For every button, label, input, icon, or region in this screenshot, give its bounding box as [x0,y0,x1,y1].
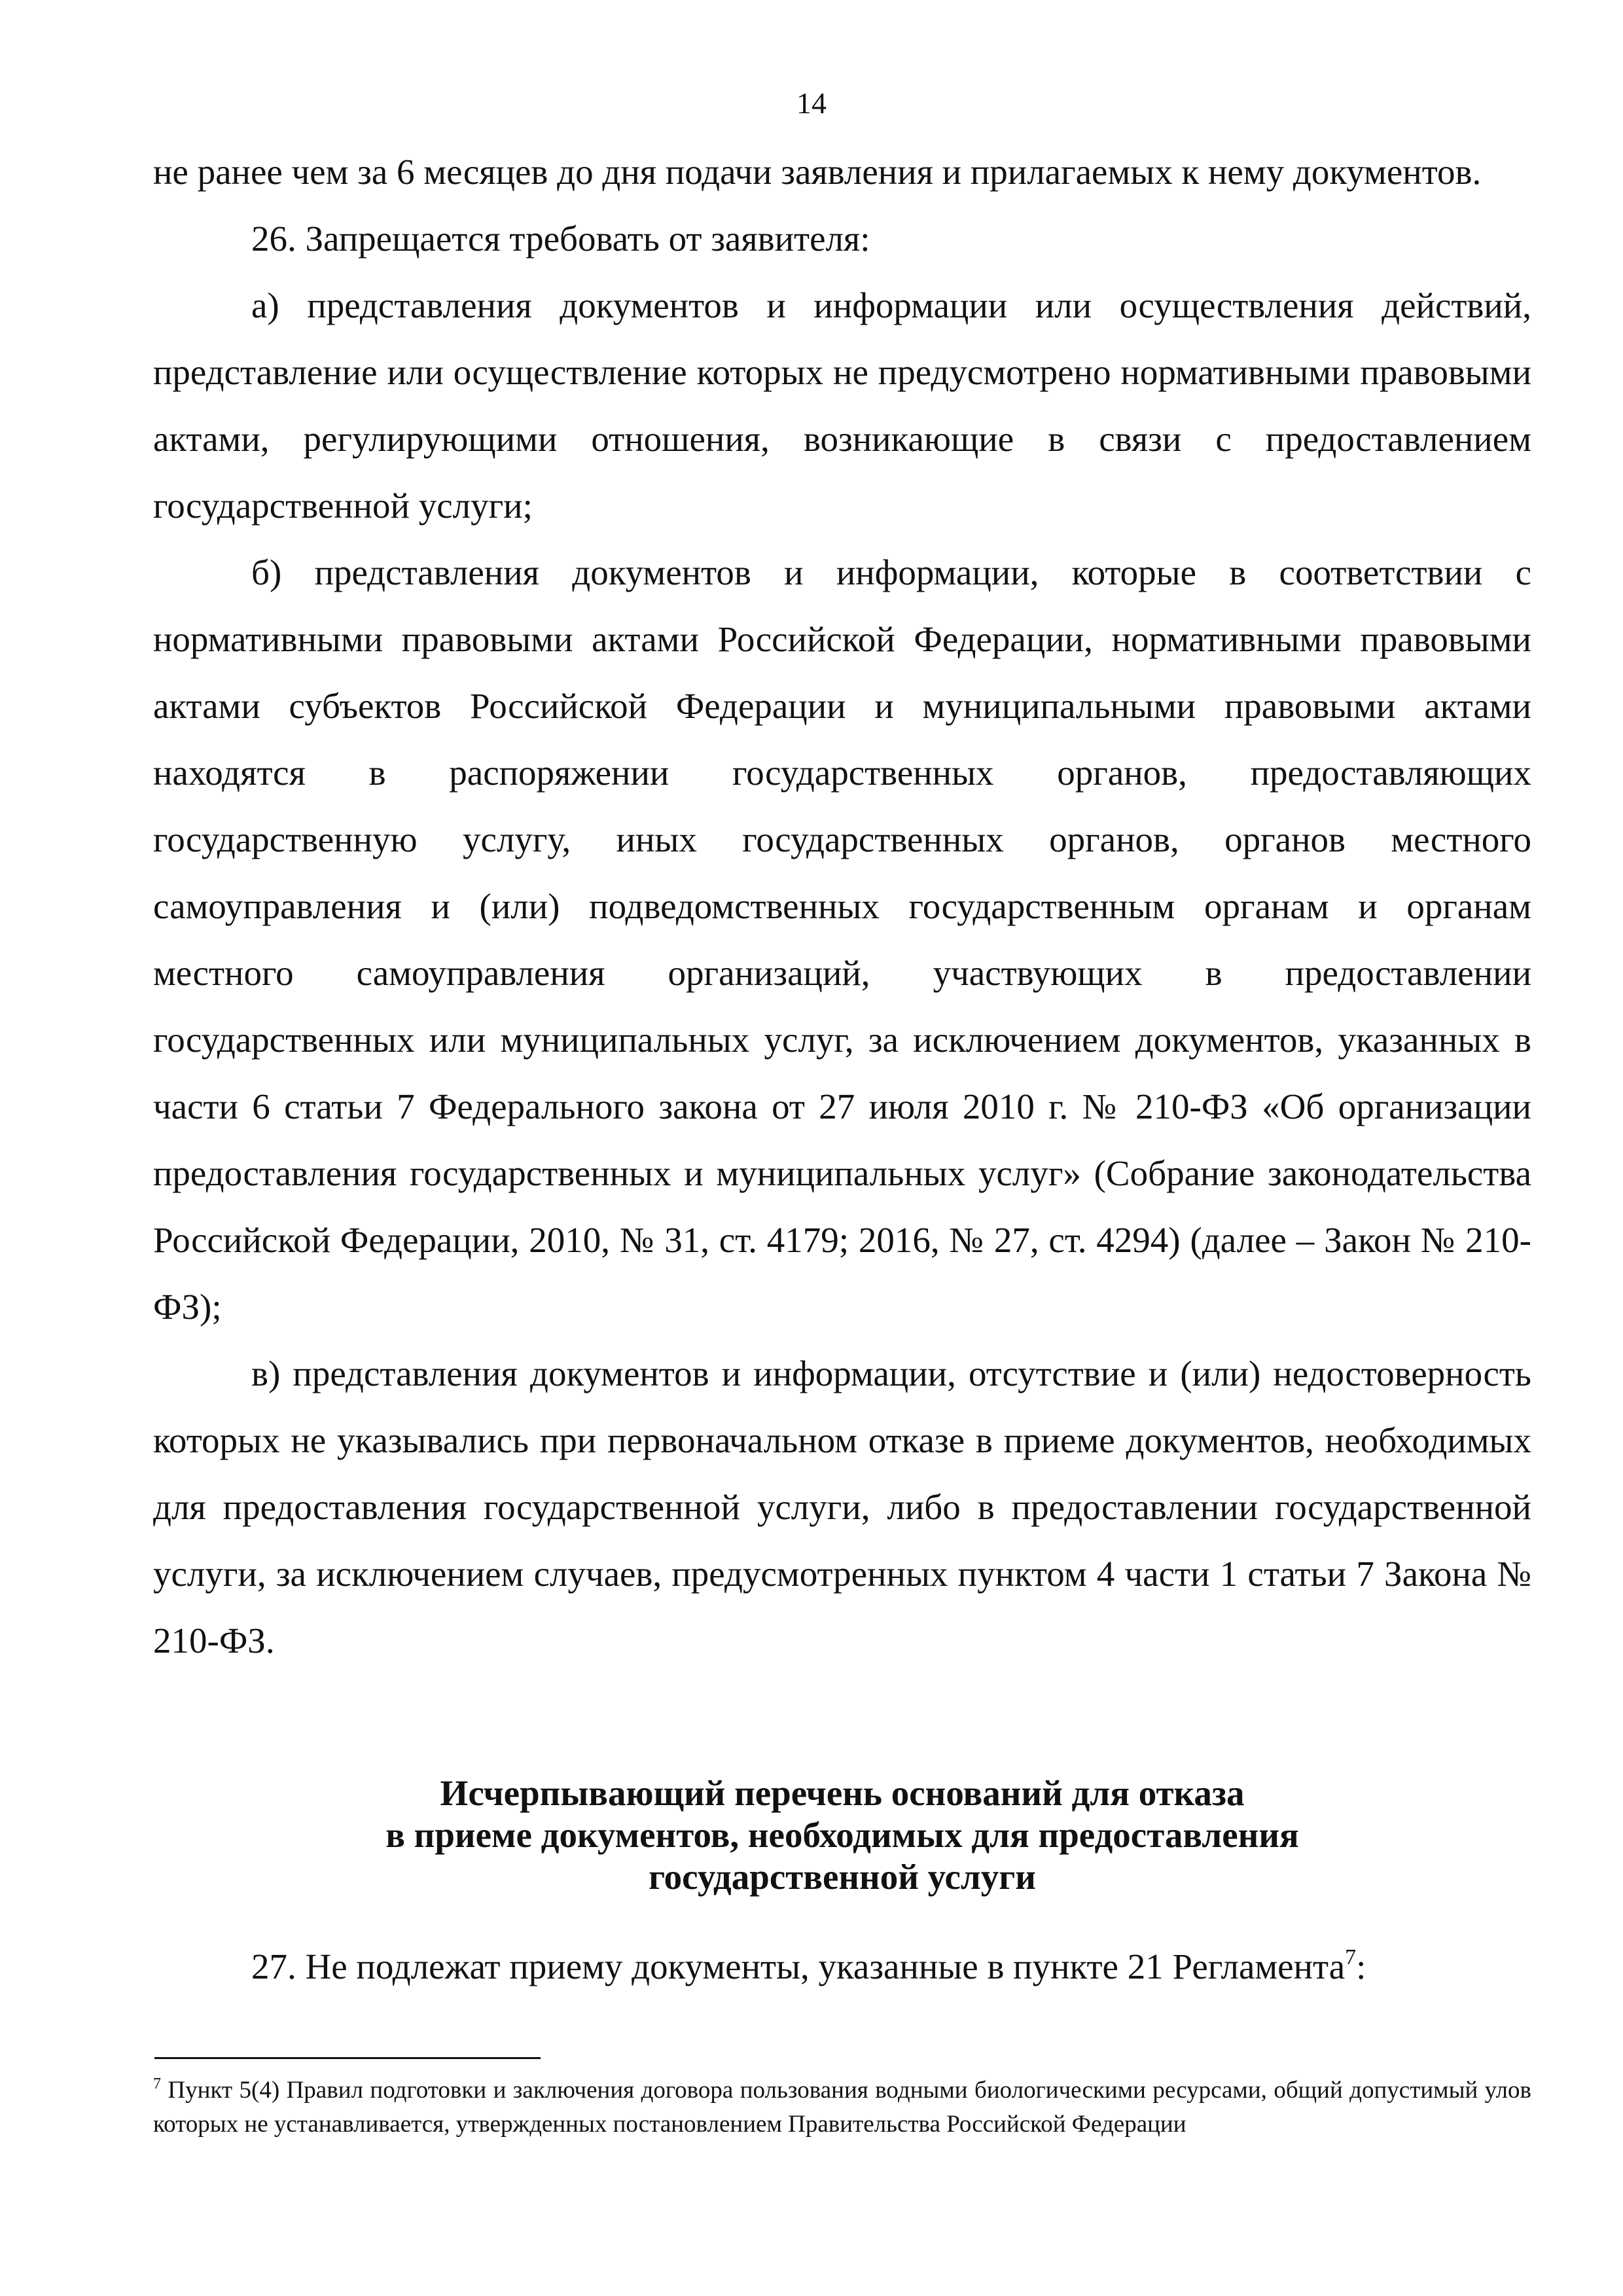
page-number: 14 [796,86,827,120]
paragraph-continuation: не ранее чем за 6 месяцев до дня подачи заявления и прилагаемых к нему документов. [153,152,1482,192]
footnote [153,2073,1531,2142]
section-heading-line: Исчерпывающий перечень оснований для отказа [440,1773,1245,1813]
paragraph-26-b: б) представления документов и информации, которые в соответствии с нормативными правовыми актами Российской Федерации, нормативными правовыми актами субъектов Российской Федерации и муниципальными правовыми актами находятся в распоряжении государственных органов, предоставляющих государственную услугу, иных государственных органов, органов местного самоуправления и (или) подведомственных государственным органам и органам местного самоуправления организаций, участвующих в предоставлении государственных или муниципальных услуг, за исключением документов, указанных в части 6 статьи 7 Федерального закона от 27 июля 2010 г. № 210-ФЗ «Об организации предоставления государственных и муниципальных услуг» (Собрание законодательства Российской Федерации, 2010, № 31, ст. 4179; 2016, № 27, ст. 4294) (далее – Закон № 210-ФЗ); [153,552,1531,1327]
paragraph-27 [153,1941,1531,1993]
paragraph-26-a: а) представления документов и информации или осуществления действий, представление или осуществление которых не предусмотрено нормативными правовыми актами, регулирующими отношения, возникающие в связи с предоставлением государственной услуги; [153,285,1531,526]
footnote-text: Пункт 5(4) Правил подготовки и заключения договора пользования водными биологическими ресурсами, общий допустимый улов которых не устанавливается, утвержденных постановлением Правительства Российской Федерации [153,2077,1531,2138]
paragraph-26-v: в) представления документов и информации, отсутствие и (или) недостоверность которых не указывались при первоначальном отказе в приеме документов, необходимых для предоставления государственной услуги, либо в предоставлении государственной услуги, за исключением случаев, предусмотренных пунктом 4 части 1 статьи 7 Закона № 210-ФЗ. [153,1354,1531,1660]
paragraph-26: 26. Запрещается требовать от заявителя: [251,219,870,259]
section-heading-line: в приеме документов, необходимых для предоставления [385,1815,1299,1855]
footnote-marker: 7 [153,2075,161,2092]
footnote-reference[interactable]: 7 [1345,1945,1357,1969]
section-heading [153,1772,1531,1898]
body-text [153,139,1531,1674]
footnote-separator [154,2057,541,2059]
paragraph-27-end: : [1356,1946,1366,1986]
paragraph-27-text: 27. Не подлежат приему документы, указанные в пункте 21 Регламента [251,1946,1346,1986]
section-heading-line: государственной услуги [649,1857,1036,1897]
